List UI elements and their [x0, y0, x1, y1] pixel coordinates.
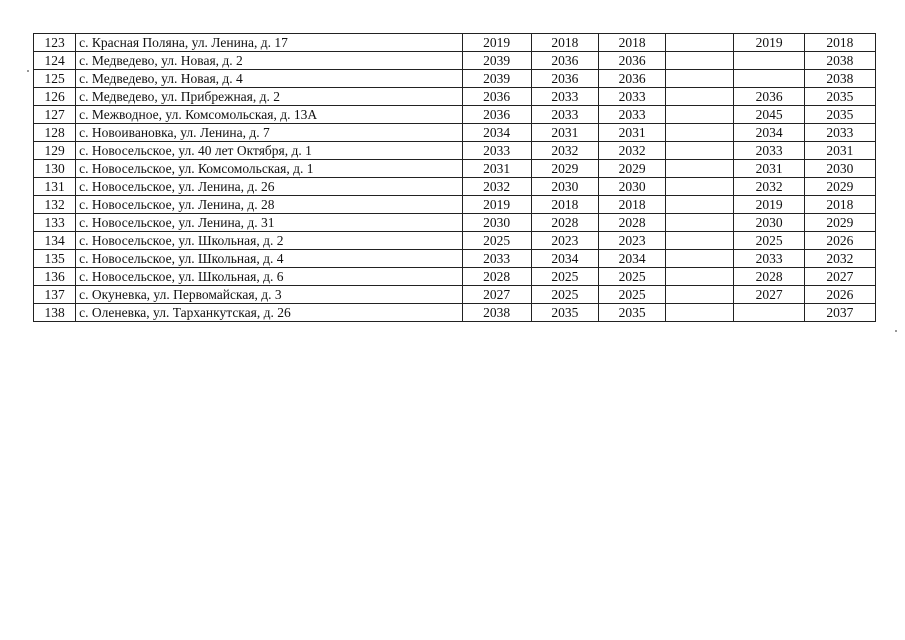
year-cell-5: 2032	[734, 178, 804, 196]
row-number-cell: 128	[34, 124, 76, 142]
address-cell: с. Медведево, ул. Новая, д. 2	[76, 52, 462, 70]
address-cell: с. Красная Поляна, ул. Ленина, д. 17	[76, 34, 462, 52]
row-number-cell: 129	[34, 142, 76, 160]
year-cell-6: 2018	[804, 196, 875, 214]
year-cell-1: 2032	[462, 178, 531, 196]
year-cell-1: 2038	[462, 304, 531, 322]
year-cell-4	[666, 286, 734, 304]
scan-speck	[895, 330, 897, 332]
year-cell-2: 2018	[531, 196, 598, 214]
year-cell-4	[666, 106, 734, 124]
year-cell-6: 2032	[804, 250, 875, 268]
table-row	[34, 178, 876, 196]
year-cell-5: 2036	[734, 88, 804, 106]
year-cell-5: 2028	[734, 268, 804, 286]
table-row	[34, 304, 876, 322]
year-cell-6: 2026	[804, 286, 875, 304]
table-row	[34, 286, 876, 304]
row-number-cell: 126	[34, 88, 76, 106]
row-number-cell: 138	[34, 304, 76, 322]
year-cell-6: 2030	[804, 160, 875, 178]
year-cell-6: 2027	[804, 268, 875, 286]
row-number-cell: 136	[34, 268, 76, 286]
year-cell-4	[666, 178, 734, 196]
table-row	[34, 196, 876, 214]
year-cell-1: 2036	[462, 106, 531, 124]
year-cell-3: 2031	[598, 124, 665, 142]
year-cell-6: 2038	[804, 70, 875, 88]
year-cell-5: 2025	[734, 232, 804, 250]
row-number-cell: 124	[34, 52, 76, 70]
table-row	[34, 160, 876, 178]
year-cell-1: 2025	[462, 232, 531, 250]
year-cell-3: 2018	[598, 34, 665, 52]
address-cell: с. Оленевка, ул. Тарханкутская, д. 26	[76, 304, 462, 322]
table-row	[34, 142, 876, 160]
address-cell: с. Новосельское, ул. Ленина, д. 26	[76, 178, 462, 196]
address-cell: с. Межводное, ул. Комсомольская, д. 13А	[76, 106, 462, 124]
year-cell-3: 2032	[598, 142, 665, 160]
year-cell-2: 2033	[531, 88, 598, 106]
year-cell-1: 2028	[462, 268, 531, 286]
year-cell-4	[666, 34, 734, 52]
year-cell-1: 2019	[462, 34, 531, 52]
row-number-cell: 135	[34, 250, 76, 268]
row-number-cell: 125	[34, 70, 76, 88]
scan-speck	[27, 70, 29, 72]
year-cell-6: 2018	[804, 34, 875, 52]
table-row	[34, 268, 876, 286]
year-cell-4	[666, 160, 734, 178]
year-cell-6: 2035	[804, 106, 875, 124]
year-cell-4	[666, 196, 734, 214]
address-cell: с. Новосельское, ул. Комсомольская, д. 1	[76, 160, 462, 178]
year-cell-5: 2033	[734, 142, 804, 160]
year-cell-5: 2031	[734, 160, 804, 178]
year-cell-5: 2027	[734, 286, 804, 304]
year-cell-4	[666, 70, 734, 88]
row-number-cell: 127	[34, 106, 76, 124]
year-cell-1: 2019	[462, 196, 531, 214]
year-cell-2: 2036	[531, 52, 598, 70]
address-cell: с. Медведево, ул. Новая, д. 4	[76, 70, 462, 88]
year-cell-2: 2025	[531, 268, 598, 286]
address-cell: с. Новосельское, ул. Школьная, д. 4	[76, 250, 462, 268]
year-cell-5: 2019	[734, 196, 804, 214]
address-cell: с. Новосельское, ул. Школьная, д. 6	[76, 268, 462, 286]
row-number-cell: 134	[34, 232, 76, 250]
year-cell-6: 2029	[804, 214, 875, 232]
year-cell-3: 2033	[598, 88, 665, 106]
year-cell-1: 2031	[462, 160, 531, 178]
year-cell-3: 2025	[598, 286, 665, 304]
year-cell-4	[666, 124, 734, 142]
table-row	[34, 88, 876, 106]
year-cell-5	[734, 304, 804, 322]
year-cell-6: 2029	[804, 178, 875, 196]
address-cell: с. Новосельское, ул. 40 лет Октября, д. 1	[76, 142, 462, 160]
year-cell-5: 2034	[734, 124, 804, 142]
table-row	[34, 250, 876, 268]
address-cell: с. Новосельское, ул. Ленина, д. 28	[76, 196, 462, 214]
row-number-cell: 130	[34, 160, 76, 178]
year-cell-1: 2034	[462, 124, 531, 142]
year-cell-6: 2031	[804, 142, 875, 160]
year-cell-6: 2026	[804, 232, 875, 250]
year-cell-1: 2039	[462, 52, 531, 70]
year-cell-3: 2029	[598, 160, 665, 178]
year-cell-1: 2027	[462, 286, 531, 304]
year-cell-2: 2025	[531, 286, 598, 304]
year-cell-4	[666, 250, 734, 268]
year-cell-5	[734, 70, 804, 88]
year-cell-6: 2033	[804, 124, 875, 142]
year-cell-5: 2045	[734, 106, 804, 124]
year-cell-4	[666, 214, 734, 232]
year-cell-2: 2036	[531, 70, 598, 88]
year-cell-2: 2018	[531, 34, 598, 52]
year-cell-2: 2028	[531, 214, 598, 232]
row-number-cell: 131	[34, 178, 76, 196]
table-row	[34, 70, 876, 88]
year-cell-6: 2038	[804, 52, 875, 70]
year-cell-2: 2035	[531, 304, 598, 322]
year-cell-2: 2023	[531, 232, 598, 250]
year-cell-5	[734, 52, 804, 70]
year-cell-4	[666, 88, 734, 106]
address-cell: с. Новоивановка, ул. Ленина, д. 7	[76, 124, 462, 142]
row-number-cell: 137	[34, 286, 76, 304]
table-body	[34, 34, 876, 322]
year-cell-4	[666, 232, 734, 250]
year-cell-5: 2030	[734, 214, 804, 232]
year-cell-2: 2031	[531, 124, 598, 142]
data-table	[33, 33, 876, 322]
year-cell-4	[666, 52, 734, 70]
address-cell: с. Окуневка, ул. Первомайская, д. 3	[76, 286, 462, 304]
table-row	[34, 124, 876, 142]
address-cell: с. Новосельское, ул. Школьная, д. 2	[76, 232, 462, 250]
table-row	[34, 232, 876, 250]
table-row	[34, 34, 876, 52]
year-cell-3: 2036	[598, 52, 665, 70]
year-cell-3: 2030	[598, 178, 665, 196]
year-cell-3: 2028	[598, 214, 665, 232]
row-number-cell: 123	[34, 34, 76, 52]
year-cell-3: 2025	[598, 268, 665, 286]
year-cell-1: 2033	[462, 142, 531, 160]
table-row	[34, 214, 876, 232]
year-cell-1: 2036	[462, 88, 531, 106]
year-cell-5: 2033	[734, 250, 804, 268]
year-cell-1: 2030	[462, 214, 531, 232]
year-cell-4	[666, 142, 734, 160]
year-cell-6: 2037	[804, 304, 875, 322]
row-number-cell: 132	[34, 196, 76, 214]
year-cell-2: 2033	[531, 106, 598, 124]
year-cell-2: 2032	[531, 142, 598, 160]
address-cell: с. Медведево, ул. Прибрежная, д. 2	[76, 88, 462, 106]
row-number-cell: 133	[34, 214, 76, 232]
year-cell-3: 2035	[598, 304, 665, 322]
year-cell-4	[666, 304, 734, 322]
year-cell-3: 2023	[598, 232, 665, 250]
table-row	[34, 106, 876, 124]
year-cell-4	[666, 268, 734, 286]
table-row	[34, 52, 876, 70]
year-cell-2: 2030	[531, 178, 598, 196]
year-cell-1: 2033	[462, 250, 531, 268]
year-cell-3: 2018	[598, 196, 665, 214]
year-cell-3: 2034	[598, 250, 665, 268]
address-cell: с. Новосельское, ул. Ленина, д. 31	[76, 214, 462, 232]
year-cell-2: 2034	[531, 250, 598, 268]
year-cell-3: 2036	[598, 70, 665, 88]
year-cell-6: 2035	[804, 88, 875, 106]
year-cell-5: 2019	[734, 34, 804, 52]
year-cell-3: 2033	[598, 106, 665, 124]
year-cell-1: 2039	[462, 70, 531, 88]
year-cell-2: 2029	[531, 160, 598, 178]
